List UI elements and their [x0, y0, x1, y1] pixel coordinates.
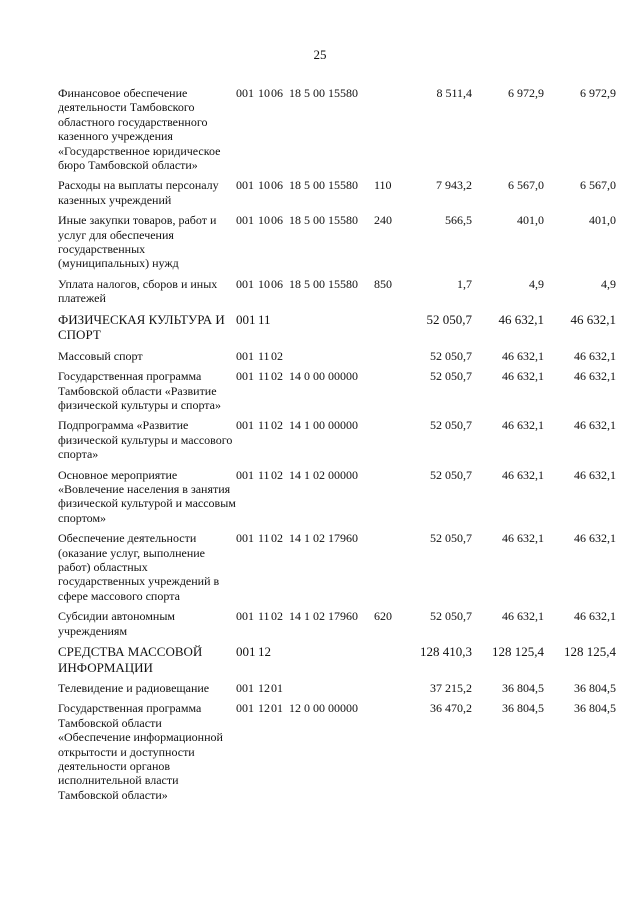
razdel-code: 11	[258, 531, 270, 546]
podrazdel-code: 06	[271, 86, 283, 100]
target-article-code: 14 0 00 00000	[289, 369, 358, 384]
row-codes	[236, 349, 396, 363]
expense-type-code: 240	[374, 213, 392, 228]
ved-code: 001	[236, 213, 254, 228]
table-row	[0, 369, 640, 412]
amount-year-3: 46 632,1	[574, 531, 616, 546]
razdel-code: 10	[258, 86, 270, 100]
table-row	[0, 277, 640, 306]
table-row	[0, 644, 640, 675]
row-codes	[236, 609, 396, 623]
amount-year-2: 46 632,1	[502, 348, 544, 363]
expense-type-code: 850	[374, 276, 392, 291]
amount-year-3: 6 567,0	[580, 178, 616, 193]
amount-year-3: 46 632,1	[574, 369, 616, 384]
podrazdel-code: 01	[271, 701, 283, 716]
expense-type-code: 620	[374, 609, 392, 624]
budget-table	[0, 86, 640, 808]
amount-year-3: 4,9	[601, 276, 616, 291]
table-row	[0, 349, 640, 363]
row-codes	[236, 468, 396, 482]
amount-year-3: 128 125,4	[564, 644, 616, 659]
row-codes	[236, 178, 396, 192]
razdel-code: 10	[258, 178, 270, 193]
row-name: Телевидение и радиовещание	[58, 681, 210, 695]
podrazdel-code: 06	[271, 213, 283, 228]
amount-year-2: 6 567,0	[508, 178, 544, 193]
row-name: Основное мероприятие «Вовлечение населения в занятия физической культурой и массовым спортом»	[58, 467, 236, 525]
ved-code: 001	[236, 644, 256, 659]
row-name: Подпрограмма «Развитие физической культуры и массового спорта»	[58, 418, 233, 462]
expense-type-code: 110	[374, 178, 392, 193]
target-article-code: 18 5 00 15580	[289, 276, 358, 291]
amount-year-1: 52 050,7	[430, 531, 472, 546]
row-name: Финансовое обеспечение деятельности Тамбовского областного государственного казенного учреждения «Государственное юридическое бюро Тамбовской области»	[58, 86, 221, 173]
razdel-code: 11	[258, 418, 270, 433]
amount-year-2: 36 804,5	[502, 681, 544, 695]
amount-year-3: 46 632,1	[570, 311, 616, 327]
row-codes	[236, 277, 396, 291]
amount-year-1: 1,7	[457, 276, 472, 291]
ved-code: 001	[236, 531, 254, 546]
row-name: СРЕДСТВА МАССОВОЙ ИНФОРМАЦИИ	[58, 644, 203, 675]
amount-year-1: 566,5	[445, 213, 472, 228]
amount-year-2: 46 632,1	[502, 418, 544, 433]
target-article-code: 12 0 00 00000	[289, 701, 358, 716]
row-name: Уплата налогов, сборов и иных платежей	[58, 276, 218, 306]
target-article-code: 18 5 00 15580	[289, 178, 358, 193]
amount-year-3: 6 972,9	[580, 86, 616, 100]
razdel-code: 11	[258, 467, 270, 482]
ved-code: 001	[236, 467, 254, 482]
razdel-code: 12	[258, 644, 271, 659]
row-codes	[236, 312, 396, 328]
row-name: Государственная программа Тамбовской области «Развитие физической культуры и спорта»	[58, 369, 222, 412]
amount-year-2: 46 632,1	[502, 531, 544, 546]
amount-year-2: 401,0	[517, 213, 544, 228]
podrazdel-code: 02	[271, 467, 283, 482]
row-name: Субсидии автономным учреждениям	[58, 609, 175, 638]
amount-year-2: 46 632,1	[502, 609, 544, 624]
row-name: Иные закупки товаров, работ и услуг для обеспечения государственных (муниципальных) нужд	[58, 213, 217, 271]
table-row	[0, 213, 640, 271]
table-row	[0, 701, 640, 802]
row-codes	[236, 369, 396, 383]
table-row	[0, 312, 640, 343]
podrazdel-code: 06	[271, 178, 283, 193]
row-codes	[236, 213, 396, 227]
amount-year-1: 36 470,2	[430, 701, 472, 716]
podrazdel-code: 06	[271, 276, 283, 291]
row-codes	[236, 701, 396, 715]
ved-code: 001	[236, 178, 254, 193]
amount-year-1: 52 050,7	[430, 348, 472, 363]
table-row	[0, 468, 640, 526]
amount-year-2: 4,9	[529, 276, 544, 291]
amount-year-1: 52 050,7	[426, 311, 472, 327]
row-name: ФИЗИЧЕСКАЯ КУЛЬТУРА И СПОРТ	[58, 311, 225, 343]
razdel-code: 12	[258, 681, 270, 695]
ved-code: 001	[236, 276, 254, 291]
podrazdel-code: 02	[271, 531, 283, 546]
amount-year-3: 46 632,1	[574, 467, 616, 482]
amount-year-3: 46 632,1	[574, 348, 616, 363]
ved-code: 001	[236, 311, 256, 327]
table-row	[0, 531, 640, 603]
ved-code: 001	[236, 418, 254, 433]
table-row	[0, 86, 640, 172]
ved-code: 001	[236, 348, 254, 363]
target-article-code: 14 1 02 17960	[289, 531, 358, 546]
amount-year-3: 46 632,1	[574, 609, 616, 624]
target-article-code: 18 5 00 15580	[289, 86, 358, 100]
podrazdel-code: 02	[271, 609, 283, 624]
ved-code: 001	[236, 86, 254, 100]
table-row	[0, 178, 640, 207]
row-codes	[236, 418, 396, 432]
amount-year-1: 52 050,7	[430, 467, 472, 482]
row-name: Обеспечение деятельности (оказание услуг, выполнение работ) областных государственных учреждений в сфере массового спорта	[58, 531, 220, 603]
table-row	[0, 681, 640, 695]
razdel-code: 11	[258, 311, 271, 327]
amount-year-1: 8 511,4	[436, 86, 472, 100]
amount-year-2: 46 632,1	[502, 467, 544, 482]
amount-year-3: 401,0	[589, 213, 616, 228]
amount-year-1: 52 050,7	[430, 369, 472, 384]
row-codes	[236, 86, 396, 100]
row-name: Расходы на выплаты персоналу казенных учреждений	[58, 178, 219, 207]
page-number: 25	[313, 47, 327, 62]
amount-year-1: 52 050,7	[430, 418, 472, 433]
razdel-code: 10	[258, 213, 270, 228]
ved-code: 001	[236, 681, 254, 695]
razdel-code: 10	[258, 276, 270, 291]
razdel-code: 11	[258, 348, 270, 363]
amount-year-1: 7 943,2	[436, 178, 472, 193]
razdel-code: 11	[258, 369, 270, 384]
row-codes	[236, 531, 396, 545]
razdel-code: 12	[258, 701, 270, 716]
razdel-code: 11	[258, 609, 270, 624]
row-codes	[236, 681, 396, 695]
table-row	[0, 418, 640, 461]
podrazdel-code: 02	[271, 418, 283, 433]
amount-year-2: 6 972,9	[508, 86, 544, 100]
amount-year-2: 128 125,4	[492, 644, 544, 659]
table-row	[0, 609, 640, 638]
row-name: Государственная программа Тамбовской области «Обеспечение информационной открытости и доступности деятельности органов исполнительной власти Тамбовской области»	[58, 701, 223, 802]
amount-year-2: 36 804,5	[502, 701, 544, 716]
ved-code: 001	[236, 609, 254, 624]
podrazdel-code: 02	[271, 369, 283, 384]
ved-code: 001	[236, 701, 254, 716]
row-name: Массовый спорт	[58, 348, 143, 363]
target-article-code: 18 5 00 15580	[289, 213, 358, 228]
amount-year-3: 36 804,5	[574, 681, 616, 695]
podrazdel-code: 01	[271, 681, 283, 695]
podrazdel-code: 02	[271, 348, 283, 363]
amount-year-2: 46 632,1	[502, 369, 544, 384]
target-article-code: 14 1 02 17960	[289, 609, 358, 624]
amount-year-1: 128 410,3	[420, 644, 472, 659]
amount-year-3: 36 804,5	[574, 701, 616, 716]
amount-year-1: 52 050,7	[430, 609, 472, 624]
target-article-code: 14 1 02 00000	[289, 467, 358, 482]
amount-year-1: 37 215,2	[430, 681, 472, 695]
target-article-code: 14 1 00 00000	[289, 418, 358, 433]
row-codes	[236, 644, 396, 660]
amount-year-2: 46 632,1	[498, 311, 544, 327]
ved-code: 001	[236, 369, 254, 384]
amount-year-3: 46 632,1	[574, 418, 616, 433]
